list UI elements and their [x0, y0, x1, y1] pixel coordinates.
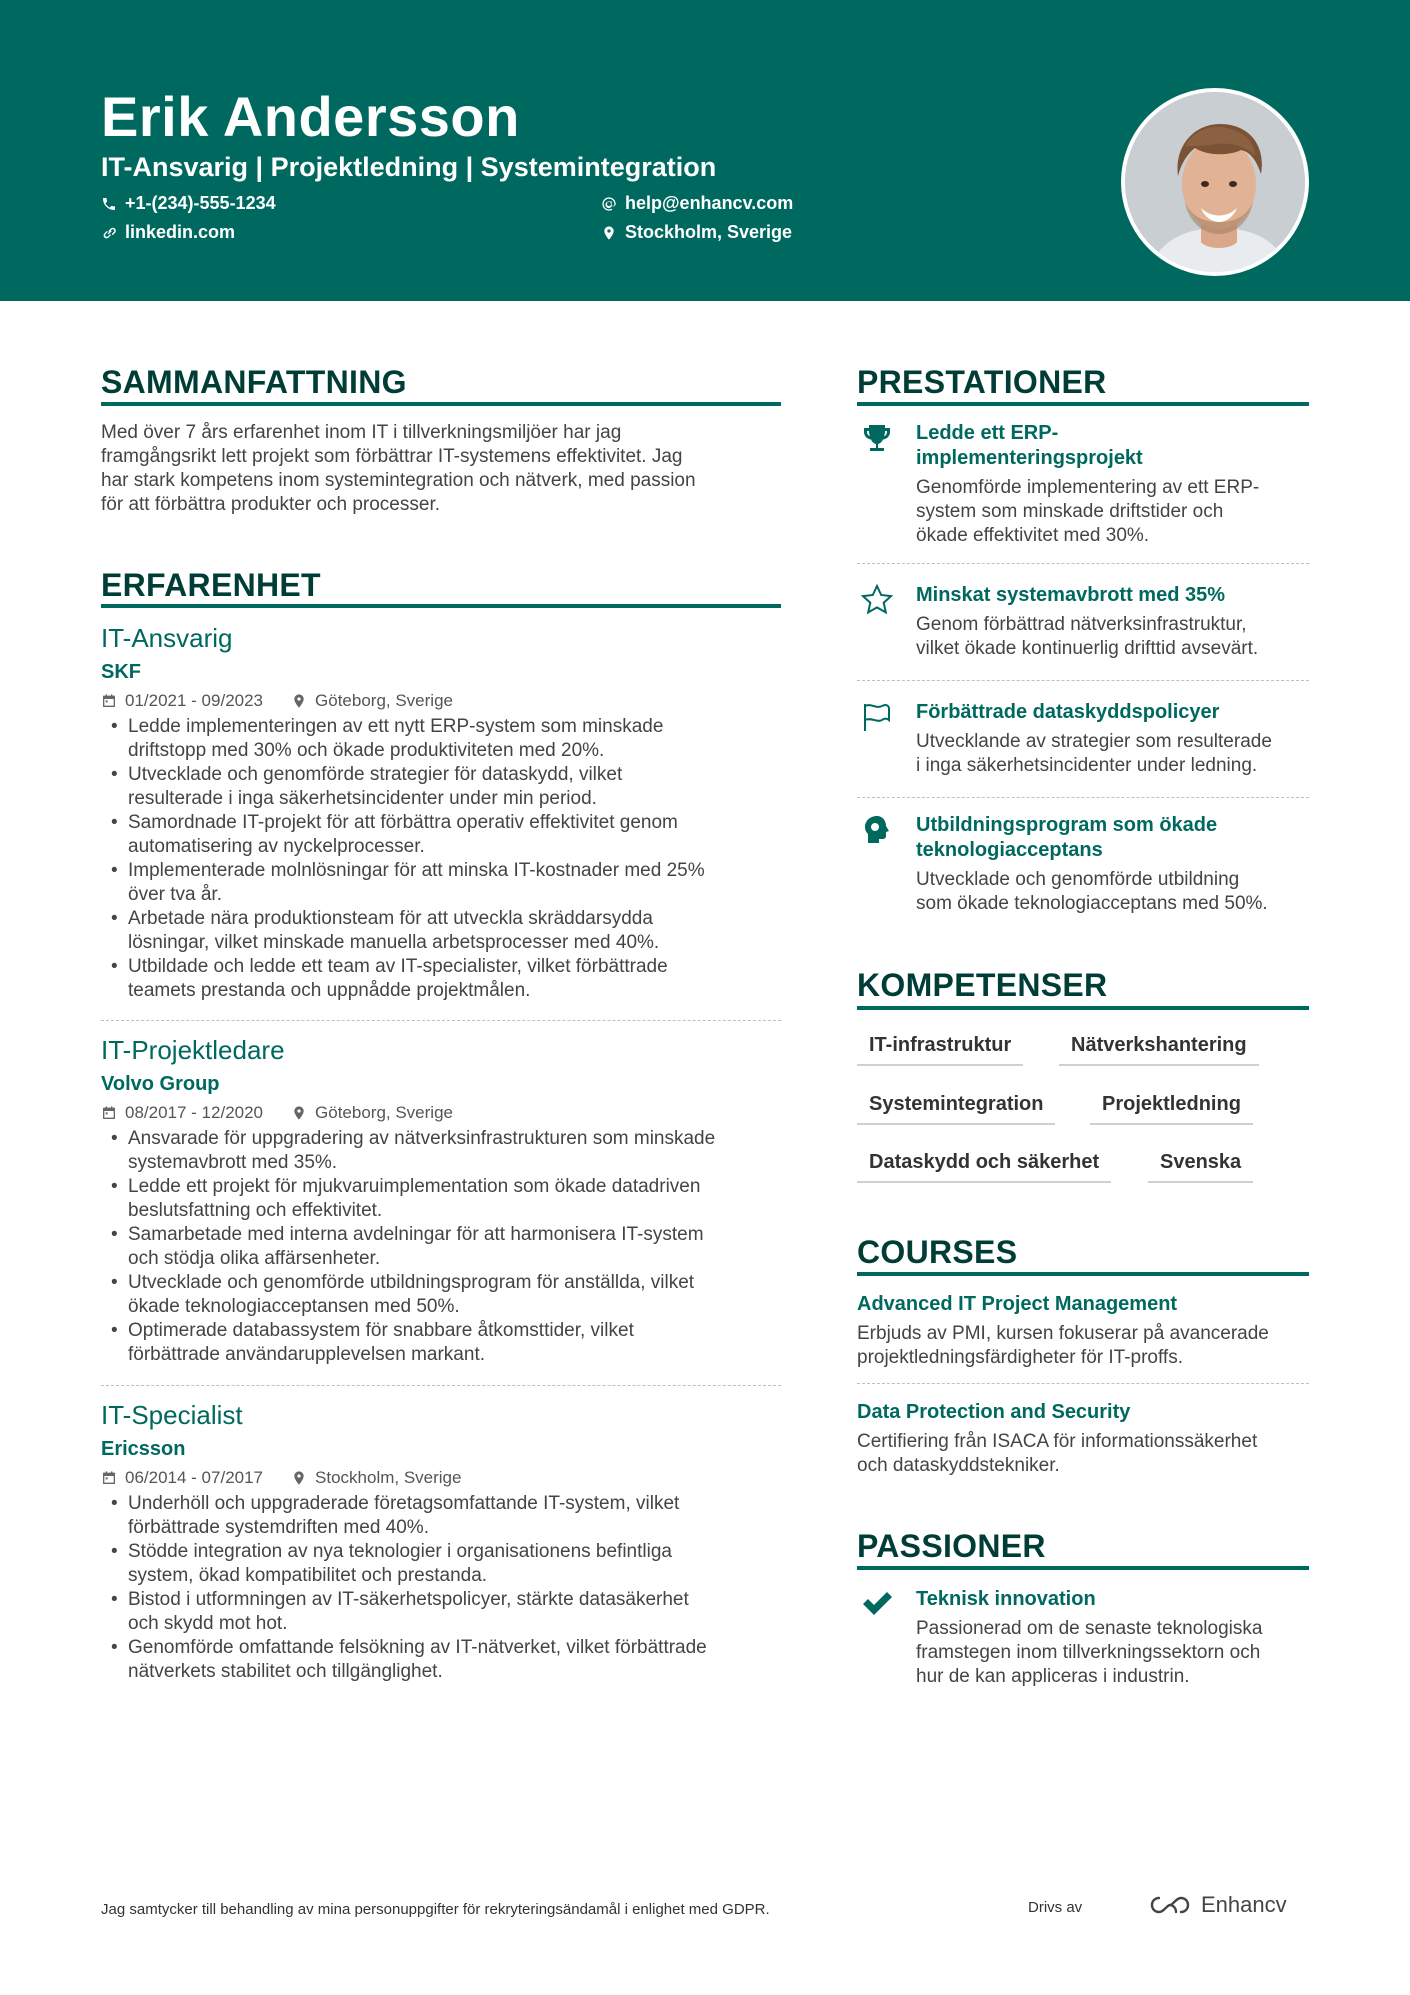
candidate-subtitle: IT-Ansvarig | Projektledning | Systemintegration — [101, 152, 717, 182]
job-location-text: Göteborg, Sverige — [315, 1103, 453, 1122]
courses-heading: COURSES — [857, 1234, 1018, 1270]
bullet-item: • Utvecklade och genomförde utbildningsprogram för anställda, vilket ökade teknologiacceptansen med 50%. — [101, 1271, 781, 1319]
bullet-item: • Arbetade nära produktionsteam för att utveckla skräddarsydda lösningar, vilket minskade manuella arbetsprocesser med 40%. — [101, 907, 781, 955]
course-desc: Certifiering från ISACA för informationssäkerhet och dataskyddstekniker. — [857, 1431, 1258, 1476]
bullet-item: • Samordnade IT-projekt för att förbättra operativ effektivitet genom automatisering av nyckelprocesser. — [101, 811, 781, 859]
achievement-title: Minskat systemavbrott med 35% — [916, 584, 1226, 606]
divider — [857, 1383, 1309, 1384]
bullet-item: • Ledde implementeringen av ett nytt ERP-system som minskade driftstopp med 30% och ökade produktiviteten med 20%. — [101, 715, 781, 763]
bullet-item: • Genomförde omfattande felsökning av IT-nätverket, vilket förbättrade nätverkets stabilitet och tillgänglighet. — [101, 1636, 781, 1684]
divider — [101, 1020, 781, 1021]
link-icon — [101, 225, 117, 241]
at-icon — [601, 196, 617, 212]
brand-name: Enhancv — [1201, 1892, 1287, 1917]
divider — [857, 563, 1309, 564]
experience-heading: ERFARENHET — [101, 567, 321, 603]
passions-heading: PASSIONER — [857, 1528, 1046, 1564]
bullet-item: • Utbildade och ledde ett team av IT-specialister, vilket förbättrade teamets prestanda och uppnådde projektmålen. — [101, 955, 781, 1003]
experience-rule — [101, 604, 781, 608]
trophy-icon — [860, 421, 894, 455]
summary-text — [101, 421, 781, 517]
achievement-desc: Genom förbättrad nätverksinfrastruktur, vilket ökade kontinuerlig drifttid avsevärt. — [916, 614, 1259, 659]
job-company: Volvo Group — [101, 1073, 220, 1095]
passions-rule — [857, 1566, 1309, 1570]
bullet-item: • Underhöll och uppgraderade företagsomfattande IT-system, vilket förbättrade systemdriften med 40%. — [101, 1492, 781, 1540]
location-pin-icon — [291, 1105, 307, 1121]
achievement-title: Förbättrade dataskyddspolicyer — [916, 701, 1220, 723]
skills-heading: KOMPETENSER — [857, 967, 1108, 1003]
location-text: Stockholm, Sverige — [625, 222, 793, 242]
course-title: Data Protection and Security — [857, 1401, 1131, 1423]
profile-photo — [1121, 88, 1309, 276]
job-entry — [101, 1034, 781, 1367]
summary-line: för att förbättra produkter och processer. — [101, 494, 441, 515]
linkedin-text[interactable]: linkedin.com — [125, 222, 236, 242]
resume-header — [0, 0, 1410, 301]
job-dates-text: 06/2014 - 07/2017 — [125, 1468, 264, 1487]
job-meta — [101, 1467, 781, 1489]
job-company: SKF — [101, 661, 141, 683]
phone-text[interactable]: +1-(234)-555-1234 — [125, 193, 276, 213]
summary-line: har stark kompetens inom systemintegration och nätverk, med passion — [101, 470, 696, 491]
skill-tag: Nätverkshantering — [1059, 1030, 1259, 1066]
achievement-item — [857, 421, 1309, 548]
summary-rule — [101, 402, 781, 406]
achievement-desc: Utvecklade och genomförde utbildning som ökade teknologiacceptans med 50%. — [916, 869, 1268, 914]
job-dates-text: 08/2017 - 12/2020 — [125, 1103, 264, 1122]
achievement-desc: Genomförde implementering av ett ERP- system som minskade driftstider och ökade effektivitet med 30%. — [916, 477, 1260, 546]
job-location — [291, 1103, 453, 1123]
job-bullets — [101, 1492, 781, 1684]
job-location — [291, 1468, 461, 1488]
calendar-icon — [101, 693, 117, 709]
achievement-title: Utbildningsprogram som ökade teknologiacceptans — [916, 814, 1218, 861]
passion-title: Teknisk innovation — [916, 1588, 1096, 1610]
job-meta — [101, 1102, 781, 1124]
courses-rule — [857, 1272, 1309, 1276]
divider — [101, 1385, 781, 1386]
infinity-logo-icon — [1147, 1893, 1193, 1917]
bullet-item: • Stödde integration av nya teknologier i organisationens befintliga system, ökad kompatibilitet och prestanda. — [101, 1540, 781, 1588]
skill-tag: IT-infrastruktur — [857, 1030, 1023, 1066]
head-icon — [860, 813, 894, 847]
job-location-text: Göteborg, Sverige — [315, 691, 453, 710]
bullet-item: • Ansvarade för uppgradering av nätverksinfrastrukturen som minskade systemavbrott med 35%. — [101, 1127, 781, 1175]
achievement-desc: Utvecklande av strategier som resulterade i inga säkerhetsincidenter under ledning. — [916, 731, 1272, 776]
summary-line: Med över 7 års erfarenhet inom IT i tillverkningsmiljöer har jag — [101, 422, 622, 443]
powered-by-label: Drivs av — [1028, 1899, 1083, 1916]
bullet-item: • Implementerade molnlösningar för att minska IT-kostnader med 25% över tva år. — [101, 859, 781, 907]
skill-tag: Projektledning — [1090, 1089, 1253, 1125]
job-title: IT-Projektledare — [101, 1035, 285, 1065]
skill-tag: Dataskydd och säkerhet — [857, 1147, 1111, 1183]
location-pin-icon — [291, 1470, 307, 1486]
achievements-heading: PRESTATIONER — [857, 364, 1107, 400]
summary-heading: SAMMANFATTNING — [101, 364, 407, 400]
bullet-item: • Samarbetade med interna avdelningar för att harmonisera IT-system och stödja olika affärsenheter. — [101, 1223, 781, 1271]
achievement-title: Ledde ett ERP- implementeringsprojekt — [916, 422, 1143, 469]
job-bullets — [101, 715, 781, 1003]
course-title: Advanced IT Project Management — [857, 1293, 1178, 1315]
job-dates-text: 01/2021 - 09/2023 — [125, 691, 264, 710]
passion-desc: Passionerad om de senaste teknologiska framstegen inom tillverkningssektorn och hur de kan appliceras i industrin. — [916, 1618, 1263, 1687]
bullet-item: • Optimerade databassystem för snabbare åtkomsttider, vilket förbättrade användarupplevelsen markant. — [101, 1319, 781, 1367]
star-icon — [860, 583, 894, 617]
job-location — [291, 691, 453, 711]
course-desc: Erbjuds av PMI, kursen fokuserar på avancerade projektledningsfärdigheter för IT-proffs. — [857, 1323, 1269, 1368]
bullet-item: • Utvecklade och genomförde strategier för dataskydd, vilket resulterade i inga säkerhetsincidenter under min period. — [101, 763, 781, 811]
achievement-item — [857, 583, 1309, 661]
achievement-item — [857, 700, 1309, 778]
email-text[interactable]: help@enhancv.com — [625, 193, 794, 213]
avatar-illustration — [1125, 92, 1309, 276]
phone-icon — [101, 196, 117, 212]
skill-tag: Systemintegration — [857, 1089, 1055, 1125]
job-title: IT-Specialist — [101, 1400, 243, 1430]
job-title: IT-Ansvarig — [101, 623, 233, 653]
bullet-item: • Ledde ett projekt för mjukvaruimplementation som ökade datadriven beslutsfattning och effektivitet. — [101, 1175, 781, 1223]
summary-line: framgångsrikt lett projekt som förbättrar IT-systemens effektivitet. Jag — [101, 446, 683, 467]
passion-item — [857, 1587, 1309, 1689]
enhancv-logo[interactable] — [1147, 1892, 1287, 1918]
job-entry — [101, 622, 781, 1003]
contact-linkedin — [101, 222, 235, 243]
gdpr-consent: Jag samtycker till behandling av mina personuppgifter för rekryteringsändamål i enlighet med GDPR. — [101, 1901, 770, 1918]
flag-icon — [860, 700, 894, 734]
contact-location — [601, 222, 792, 243]
location-pin-icon — [601, 225, 617, 241]
job-location-text: Stockholm, Sverige — [315, 1468, 462, 1487]
location-pin-icon — [291, 693, 307, 709]
contact-email — [601, 193, 793, 214]
bullet-item: • Bistod i utformningen av IT-säkerhetspolicyer, stärkte datasäkerhet och skydd mot hot. — [101, 1588, 781, 1636]
job-dates — [101, 691, 263, 711]
course-item — [857, 1291, 1309, 1370]
job-company: Ericsson — [101, 1438, 186, 1460]
achievement-item — [857, 813, 1309, 916]
checkmark-icon — [860, 1587, 894, 1621]
skill-tag: Svenska — [1148, 1147, 1253, 1183]
achievements-rule — [857, 402, 1309, 406]
job-bullets — [101, 1127, 781, 1367]
job-meta — [101, 690, 781, 712]
job-dates — [101, 1468, 263, 1488]
calendar-icon — [101, 1470, 117, 1486]
job-dates — [101, 1103, 263, 1123]
course-item — [857, 1399, 1309, 1478]
divider — [857, 680, 1309, 681]
divider — [857, 797, 1309, 798]
candidate-name: Erik Andersson — [101, 85, 520, 148]
job-entry — [101, 1399, 781, 1684]
skills-rule — [857, 1006, 1309, 1010]
calendar-icon — [101, 1105, 117, 1121]
contact-phone — [101, 193, 276, 214]
